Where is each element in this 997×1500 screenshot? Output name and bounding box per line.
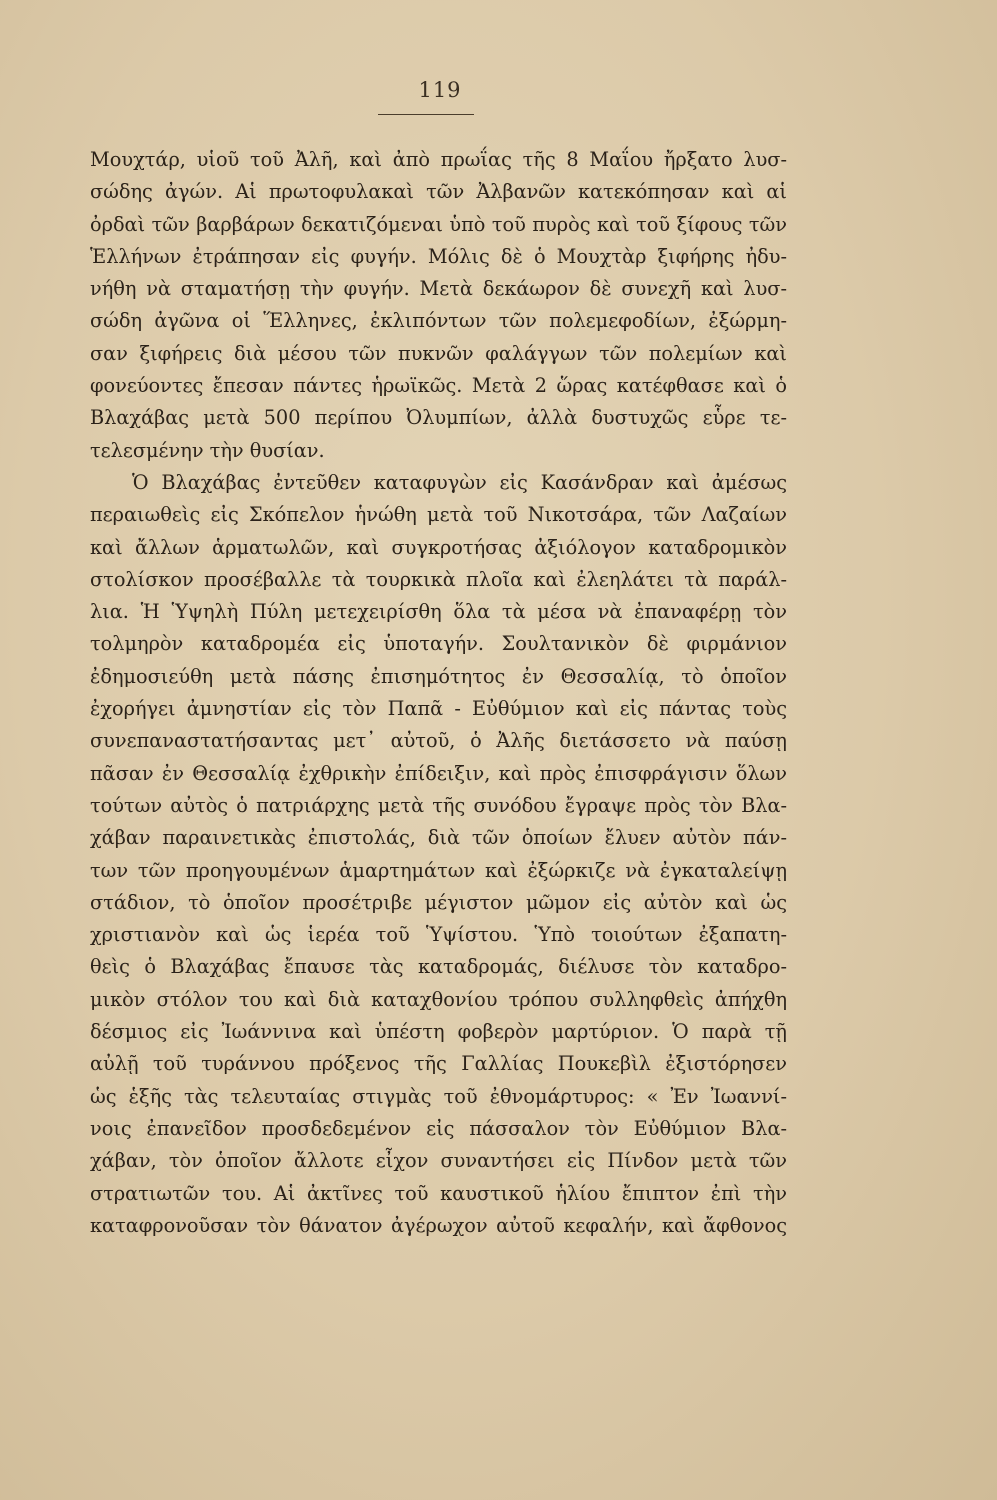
text-line: στρατιωτῶν του. Αἱ ἀκτῖνες τοῦ καυστικοῦ ἡλίου ἔπιπτον ἐπὶ τὴν xyxy=(90,1181,787,1205)
text-line: Βλαχάβας μετὰ 500 περίπου Ὀλυμπίων, ἀλλὰ δυστυχῶς εὗρε τε- xyxy=(90,406,787,430)
text-line: περαιωθεὶς εἰς Σκόπελον ἡνώθη μετὰ τοῦ Νικοτσάρα, τῶν Λαζαίων xyxy=(90,503,787,527)
text-line: χάβαν, τὸν ὁποῖον ἄλλοτε εἶχον συναντήσει εἰς Πίνδον μετὰ τῶν xyxy=(90,1149,787,1173)
text-line: τελεσμένην τὴν θυσίαν. xyxy=(90,438,325,462)
text-line: στάδιον, τὸ ὁποῖον προσέτριβε μέγιστον μῶμον εἰς αὐτὸν καὶ ὡς xyxy=(90,890,787,914)
text-line: τολμηρὸν καταδρομέα εἰς ὑποταγήν. Σουλτανικὸν δὲ φιρμάνιον xyxy=(90,632,787,656)
text-line: συνεπαναστατήσαντας μετ᾽ αὐτοῦ, ὁ Ἀλῆς διετάσσετο νὰ παύσῃ xyxy=(90,729,787,753)
text-line: πᾶσαν ἐν Θεσσαλίᾳ ἐχθρικὴν ἐπίδειξιν, καὶ πρὸς ἐπισφράγισιν ὅλων xyxy=(90,761,787,785)
header-rule xyxy=(378,114,474,115)
text-line: Ὁ Βλαχάβας ἐντεῦθεν καταφυγὼν εἰς Κασάνδραν καὶ ἀμέσως xyxy=(132,470,787,494)
text-line: καὶ ἄλλων ἁρματωλῶν, καὶ συγκροτήσας ἀξιόλογον καταδρομικὸν xyxy=(90,535,787,559)
text-line: ἐδημοσιεύθη μετὰ πάσης ἐπισημότητος ἐν Θεσσαλίᾳ, τὸ ὁποῖον xyxy=(90,664,787,688)
body-text xyxy=(90,144,787,1242)
text-line: Μουχτάρ, υἱοῦ τοῦ Ἀλῆ, καὶ ἀπὸ πρωΐας τῆς 8 Μαΐου ἤρξατο λυσ- xyxy=(90,148,787,171)
text-line: θεὶς ὁ Βλαχάβας ἔπαυσε τὰς καταδρομάς, διέλυσε τὸν καταδρο- xyxy=(90,955,787,979)
text-line: καταφρονοῦσαν τὸν θάνατον ἀγέρωχον αὐτοῦ κεφαλήν, καὶ ἄφθονος xyxy=(90,1213,787,1237)
text-line: χάβαν παραινετικὰς ἐπιστολάς, διὰ τῶν ὁποίων ἔλυεν αὐτὸν πάν- xyxy=(90,826,787,850)
text-line: τούτων αὐτὸς ὁ πατριάρχης μετὰ τῆς συνόδου ἔγραψε πρὸς τὸν Βλα- xyxy=(90,793,787,817)
text-line: δέσμιος εἰς Ἰωάννινα καὶ ὑπέστη φοβερὸν μαρτύριον. Ὁ παρὰ τῇ xyxy=(90,1020,787,1044)
text-line: ὀρδαὶ τῶν βαρβάρων δεκατιζόμεναι ὑπὸ τοῦ πυρὸς καὶ τοῦ ξίφους τῶν xyxy=(90,212,787,236)
text-line: νήθη νὰ σταματήσῃ τὴν φυγήν. Μετὰ δεκάωρον δὲ συνεχῆ καὶ λυσ- xyxy=(90,277,787,301)
text-line: Ἑλλήνων ἐτράπησαν εἰς φυγήν. Μόλις δὲ ὁ Μουχτὰρ ξιφήρης ἠδυ- xyxy=(90,244,787,268)
text-line: μικὸν στόλον του καὶ διὰ καταχθονίου τρόπου συλληφθεὶς ἀπήχθη xyxy=(90,987,787,1011)
text-line: φονεύοντες ἔπεσαν πάντες ἡρωϊκῶς. Μετὰ 2 ὥρας κατέφθασε καὶ ὁ xyxy=(90,374,787,398)
text-line: ἐχορήγει ἀμνηστίαν εἰς τὸν Παπᾶ - Εὐθύμιον καὶ εἰς πάντας τοὺς xyxy=(90,697,787,721)
text-line: λια. Ἡ Ὑψηλὴ Πύλη μετεχειρίσθη ὅλα τὰ μέσα νὰ ἐπαναφέρῃ τὸν xyxy=(90,600,787,624)
text-line: ὡς ἑξῆς τὰς τελευταίας στιγμὰς τοῦ ἐθνομάρτυρος: « Ἐν Ἰωαννί- xyxy=(90,1084,787,1108)
text-line: χριστιανὸν καὶ ὡς ἱερέα τοῦ Ὑψίστου. Ὑπὸ τοιούτων ἐξαπατη- xyxy=(90,923,787,947)
text-line: σαν ξιφήρεις διὰ μέσου τῶν πυκνῶν φαλάγγων τῶν πολεμίων καὶ xyxy=(90,341,787,365)
text-line: σώδη ἀγῶνα οἱ Ἕλληνες, ἐκλιπόντων τῶν πολεμεφοδίων, ἐξώρμη- xyxy=(90,309,787,333)
text-line: σώδης ἀγών. Αἱ πρωτοφυλακαὶ τῶν Ἀλβανῶν κατεκόπησαν καὶ αἱ xyxy=(90,180,787,204)
text-line: στολίσκον προσέβαλλε τὰ τουρκικὰ πλοῖα καὶ ἐλεηλάτει τὰ παράλ- xyxy=(90,567,787,591)
page-number: 119 xyxy=(418,78,462,102)
text-line: νοις ἐπανεῖδον προσδεδεμένον εἰς πάσσαλον τὸν Εὐθύμιον Βλα- xyxy=(90,1116,787,1140)
text-line: αὐλῇ τοῦ τυράννου πρόξενος τῆς Γαλλίας Πουκεβὶλ ἐξιστόρησεν xyxy=(90,1052,787,1076)
text-line: των τῶν προηγουμένων ἁμαρτημάτων καὶ ἐξώρκιζε νὰ ἐγκαταλείψῃ xyxy=(90,858,787,882)
